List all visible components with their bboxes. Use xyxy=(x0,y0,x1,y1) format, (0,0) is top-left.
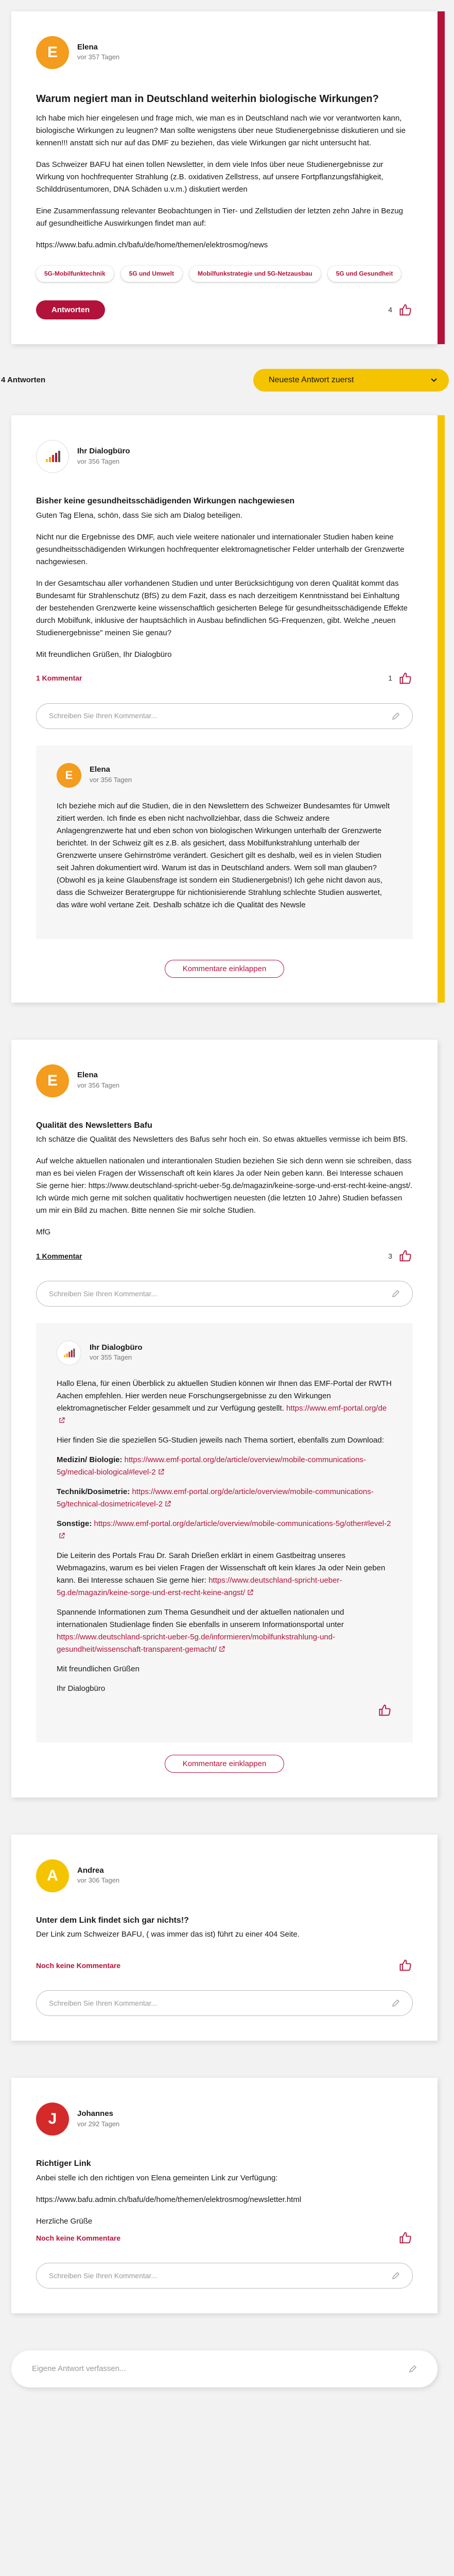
like-control xyxy=(388,303,413,317)
paragraph: https://www.bafu.admin.ch/bafu/de/home/themen/elektrosmog/news xyxy=(36,241,268,249)
avatar xyxy=(57,1341,81,1365)
paragraph: Herzliche Grüße xyxy=(36,2216,93,2226)
external-link-icon xyxy=(247,1589,253,1596)
avatar xyxy=(36,1859,69,1892)
thumbs-up-icon[interactable] xyxy=(378,1703,392,1718)
pencil-icon xyxy=(409,2365,417,2373)
author-name: Elena xyxy=(77,42,98,52)
comment-input[interactable] xyxy=(36,1990,413,2016)
answer-card xyxy=(11,1040,438,1798)
sort-selected-value: Neueste Antwort zuerst xyxy=(269,376,354,385)
paragraph: Hier finden Sie die speziellen 5G-Studien jeweils nach Thema sortiert, ebenfalls zum Download: xyxy=(57,1435,384,1445)
paragraph: https://www.bafu.admin.ch/bafu/de/home/themen/elektrosmog/newsletter.html xyxy=(36,2195,302,2204)
author-block xyxy=(36,36,413,69)
paragraph xyxy=(57,1550,392,1599)
pencil-icon xyxy=(392,1999,400,2007)
tag[interactable]: 5G und Umwelt xyxy=(121,266,182,282)
answer-card xyxy=(11,2078,438,2313)
answer-body xyxy=(36,1928,413,1941)
avatar-letter: E xyxy=(47,44,58,61)
like-control xyxy=(388,671,413,686)
author-block xyxy=(57,1341,392,1365)
external-link-icon xyxy=(165,1501,171,1507)
avatar xyxy=(36,1064,69,1097)
answer-card xyxy=(11,415,438,1002)
comments-toggle-link[interactable]: 1 Kommentar xyxy=(36,1251,82,1260)
paragraph: Ich schätze die Qualität des Newsletters des Bafus sehr hoch ein. So etwas aktuelles vermisse ich beim BfS. xyxy=(36,1134,408,1144)
author-block xyxy=(36,1859,413,1892)
question-actions xyxy=(36,300,413,319)
paragraph xyxy=(57,1378,392,1427)
study-item-label: Sonstige: xyxy=(57,1519,92,1528)
gast-link[interactable]: https://www.deutschland-spricht-ueber-5g.de/magazin/keine-sorge-und-erst-recht-keine-angst/ xyxy=(57,1575,342,1597)
comment-body xyxy=(57,800,392,911)
question-body xyxy=(36,112,413,251)
answer-title: Unter dem Link findet sich gar nichts!? xyxy=(36,1916,189,1925)
comments-toggle-link[interactable]: Noch keine Kommentare xyxy=(36,2233,121,2242)
post-age: vor 356 Tagen xyxy=(77,1081,120,1089)
collapse-wrap xyxy=(36,960,413,978)
author-name: Johannes xyxy=(77,2109,114,2119)
tag[interactable]: Mobilfunkstrategie und 5G-Netzausbau xyxy=(189,266,321,282)
like-count: 4 xyxy=(388,306,392,314)
like-control xyxy=(388,1249,413,1263)
paragraph xyxy=(57,1606,392,1656)
author-name: Ihr Dialogbüro xyxy=(77,447,130,456)
post-age: vor 356 Tagen xyxy=(77,457,120,465)
answer-body xyxy=(36,2172,413,2228)
avatar xyxy=(36,2103,69,2136)
like-count: 3 xyxy=(388,1251,392,1260)
tag-list xyxy=(36,266,413,282)
answers-header xyxy=(0,369,449,392)
author-name: Elena xyxy=(90,765,111,774)
comment-placeholder: Schreiben Sie Ihren Kommentar... xyxy=(49,1289,158,1298)
author-name: Ihr Dialogbüro xyxy=(90,1343,143,1352)
comments-row xyxy=(36,671,413,686)
comment-input[interactable] xyxy=(36,703,413,729)
study-item-link[interactable]: https://www.emf-portal.org/de/article/overview/mobile-communications-5g/medical-biological#level-2 xyxy=(57,1455,366,1477)
study-item xyxy=(57,1518,392,1543)
pencil-icon xyxy=(392,2272,400,2280)
thumbs-up-icon[interactable] xyxy=(398,2231,413,2245)
post-age: vor 292 Tagen xyxy=(77,2120,120,2128)
paragraph: Ich beziehe mich auf die Studien, die in den Newslettern des Schweizer Bundesamtes für Umwelt zitiert werden. Ich finde es eben nicht nachvollziehbar, dass die Schweiz andere Anlagengrenzwerte hat und eben schon von biologischen Wirkungen unterhalb der Grenzwerte berichtet. In der Schweiz gilt es z.B. als gesichert, dass Mobilfunkstrahlung unterhalb der Grenzwerte unsere Gehirnströme verändert. Gesichert gilt es deshalb, weil es in vielen Studien seit Jahren dokumentiert wird. Warum ist das in Deutschland anders. Wem soll man glauben? (Obwohl es ja keine Glaubensfrage ist sondern ein Studienergebnis!) Ich gehe nicht davon aus, dass die Schweizer Beratergruppe für nichtionisierende Strahlung schlechte Studien auswertet, das wäre wohl vertane Zeit. Deshalb schätze ich die Qualität des Newsle xyxy=(57,801,390,909)
comments-toggle-link[interactable]: Noch keine Kommentare xyxy=(36,1961,121,1970)
post-age: vor 356 Tagen xyxy=(90,775,132,784)
reply-intro: Hallo Elena, für einen Überblick zu aktuellen Studien können wir Ihnen das EMF-Portal der RWTH Aachen empfehlen. Hier werden neue Forschungsergebnisse zu den Wirkungen elektromagnetischer Felder gesammelt und zur Verfügung gestellt. xyxy=(57,1379,392,1413)
paragraph: Der Link zum Schweizer BAFU, ( was immer das ist) führt zu einer 404 Seite. xyxy=(36,1930,300,1939)
comment-body xyxy=(57,1378,392,1695)
new-answer-placeholder: Eigene Antwort verfassen... xyxy=(32,2364,126,2373)
paragraph: Nicht nur die Ergebnisse des DMF, auch viele weitere nationaler und internationaler Studien haben keine gesundheitsschädigenden Wirkungen hochfrequenter elektromagnetischer Felder unterhalb der Grenzwerte nachgewiesen. xyxy=(36,532,405,566)
thumbs-up-icon[interactable] xyxy=(398,1958,413,1973)
avatar-letter: A xyxy=(47,1867,58,1884)
external-link-icon xyxy=(158,1469,164,1475)
like-count: 1 xyxy=(388,674,392,683)
pencil-icon xyxy=(392,712,400,720)
comment-like xyxy=(57,1703,392,1722)
comment-reply xyxy=(36,745,413,939)
collapse-wrap xyxy=(36,1755,413,1773)
new-answer-input[interactable] xyxy=(11,2350,438,2387)
author-name: Andrea xyxy=(77,1866,104,1875)
study-item xyxy=(57,1486,392,1511)
question-title: Warum negiert man in Deutschland weiterhin biologische Wirkungen? xyxy=(36,93,379,105)
chevron-down-icon xyxy=(430,377,438,384)
pencil-icon xyxy=(392,1290,400,1298)
paragraph: Mit freundlichen Grüßen, Ihr Dialogbüro xyxy=(36,650,172,659)
post-age: vor 355 Tagen xyxy=(90,1353,132,1362)
comment-placeholder: Schreiben Sie Ihren Kommentar... xyxy=(49,711,158,720)
emf-portal-link[interactable]: https://www.emf-portal.org/de xyxy=(286,1403,387,1413)
dialogbuero-logo-icon xyxy=(62,1346,76,1360)
comment-reply xyxy=(36,1323,413,1742)
info-portal-link[interactable]: https://www.deutschland-spricht-ueber-5g.de/informieren/mobilfunkstrahlung-und-gesundheit/wissenschaft-transparent-gemacht/ xyxy=(57,1632,336,1654)
thumbs-up-icon[interactable] xyxy=(398,1249,413,1263)
avatar xyxy=(36,36,69,69)
answer-title: Qualität des Newsletters Bafu xyxy=(36,1121,152,1130)
comments-row xyxy=(36,1249,413,1263)
paragraph: Das Schweizer BAFU hat einen tollen Newsletter, in dem viele Infos über neue Studienergebnisse zur Wirkung von hochfrequenter Strahlung (z.B. oxidativen Zellstress, auf unsere Fortpflanzungsfähigkeit, Schilddrüsentumoren, DNA Schäden u.v.m.) diskutiert werden xyxy=(36,160,383,194)
avatar-letter: E xyxy=(65,768,73,782)
study-item-link[interactable]: https://www.emf-portal.org/de/article/overview/mobile-communications-5g/other#level-2 xyxy=(94,1519,391,1528)
author-name: Elena xyxy=(77,1071,98,1080)
paragraph: Mit freundlichen Grüßen xyxy=(57,1664,139,1673)
study-item-label: Technik/Dosimetrie: xyxy=(57,1487,130,1496)
comments-row xyxy=(36,2231,413,2245)
comments-row xyxy=(36,1958,413,1973)
paragraph: MfG xyxy=(36,1227,51,1236)
tag[interactable]: 5G-Mobilfunktechnik xyxy=(36,266,114,282)
paragraph: Ich habe mich hier eingelesen und frage mich, wie man es in Deutschland nach wie vor verantworten kann, biologische Wirkungen zu leugnen? Man sollte wenigstens über neue Studienergebnisse diskutieren und sie kennen!!! anstatt sich nur auf das DMF zu beziehen, das viele Wirkungen gar nicht untersucht hat. xyxy=(36,114,406,147)
gast-text: Die Leiterin des Portals Frau Dr. Sarah Drießen erklärt in einem Gastbeitrag unseres Webmagazins, warum es bei vielen Fragen der Wissenschaft oft kein klares Ja oder Nein geben kann. Bei Interesse schauen Sie gerne hier: xyxy=(57,1551,386,1585)
author-block xyxy=(36,2103,413,2136)
external-link-icon xyxy=(59,1533,65,1539)
answer-card xyxy=(11,1835,438,2041)
paragraph: Guten Tag Elena, schön, dass Sie sich am Dialog beteiligen. xyxy=(36,511,242,520)
answers-count: 4 Antworten xyxy=(1,376,46,385)
external-link-icon xyxy=(219,1646,225,1652)
question-card xyxy=(11,11,438,344)
paragraph: Auf welche aktuellen nationalen und interantionalen Studien beziehen Sie sich denn wenn sie schreiben, dass man es bei vielen Fragen der Wissenschaft oft kein klares Ja oder Nein geben kann. Bei Interesse schauen Sie gerne hier: https://www.deutschland-spricht-ueber-5g.de/magazin/keine-sorge-und-erst-recht-keine-angst/. Ich würde mich gerne mit solchen qualitativ hochwertigen neuesten (die letzten 10 Jahre) Studien befassen um mir ein Bild zu machen. Bitte nennen Sie mir solche Studien. xyxy=(36,1156,413,1215)
external-link-icon xyxy=(59,1417,65,1423)
study-item xyxy=(57,1454,392,1479)
post-age: vor 306 Tagen xyxy=(77,1876,120,1885)
collapse-comments-button[interactable]: Kommentare einklappen xyxy=(165,960,285,978)
thumbs-up-icon[interactable] xyxy=(398,303,413,317)
answer-title: Richtiger Link xyxy=(36,2159,91,2168)
paragraph: Anbei stelle ich den richtigen von Elena gemeinten Link zur Verfügung: xyxy=(36,2173,278,2182)
reply-button[interactable]: Antworten xyxy=(36,300,105,319)
comment-placeholder: Schreiben Sie Ihren Kommentar... xyxy=(49,2271,158,2280)
comment-input[interactable] xyxy=(36,2263,413,2289)
paragraph: In der Gesamtschau aller vorhandenen Studien und unter Berücksichtigung von deren Qualität kommt das Bundesamt für Strahlenschutz (BfS) zu dem Fazit, dass es nach derzeitigem Kenntnisstand bei Einhaltung der bestehenden Grenzwerte keine wissenschaftlich gesicherten Belege für gesundheitsschädigende Effekte durch Mobilfunk, inklusive der hauptsächlich in Ausbau befindlichen 5G-Frequenzen, gibt. Welche „neuen Studienergebnisse" meinen Sie genau? xyxy=(36,579,408,637)
thumbs-up-icon[interactable] xyxy=(398,671,413,686)
author-block xyxy=(36,1064,413,1097)
avatar xyxy=(36,440,69,473)
comment-input[interactable] xyxy=(36,1281,413,1307)
tag[interactable]: 5G und Gesundheit xyxy=(328,266,401,282)
author-block xyxy=(57,763,392,788)
paragraph: Ihr Dialogbüro xyxy=(57,1684,106,1693)
answer-body xyxy=(36,1133,413,1239)
avatar xyxy=(57,763,81,788)
author-block xyxy=(36,440,413,473)
comment-placeholder: Schreiben Sie Ihren Kommentar... xyxy=(49,1999,158,2008)
paragraph: Eine Zusammenfassung relevanter Beobachtungen in Tier- und Zellstudien der letzten zehn Jahre in Bezug auf gesundheitliche Auswirkungen findet man auf: xyxy=(36,207,403,228)
answer-body xyxy=(36,510,413,661)
avatar-letter: E xyxy=(47,1072,58,1089)
study-item-link[interactable]: https://www.emf-portal.org/de/article/overview/mobile-communications-5g/technical-dosimetric#level-2 xyxy=(57,1487,374,1509)
dialogbuero-logo-icon xyxy=(44,448,61,465)
post-age: vor 357 Tagen xyxy=(77,53,120,61)
comments-toggle-link[interactable]: 1 Kommentar xyxy=(36,674,82,683)
avatar-letter: J xyxy=(48,2110,57,2128)
sort-dropdown[interactable] xyxy=(253,369,449,392)
answer-title: Bisher keine gesundheitsschädigenden Wirkungen nachgewiesen xyxy=(36,497,295,506)
collapse-comments-button[interactable]: Kommentare einklappen xyxy=(165,1755,285,1773)
extra-text: Spannende Informationen zum Thema Gesundheit und der aktuellen nationalen und internationalen Studienlage finden Sie ebenfalls in unserem Informationsportal unter xyxy=(57,1607,344,1629)
study-item-label: Medizin/ Biologie: xyxy=(57,1455,123,1464)
